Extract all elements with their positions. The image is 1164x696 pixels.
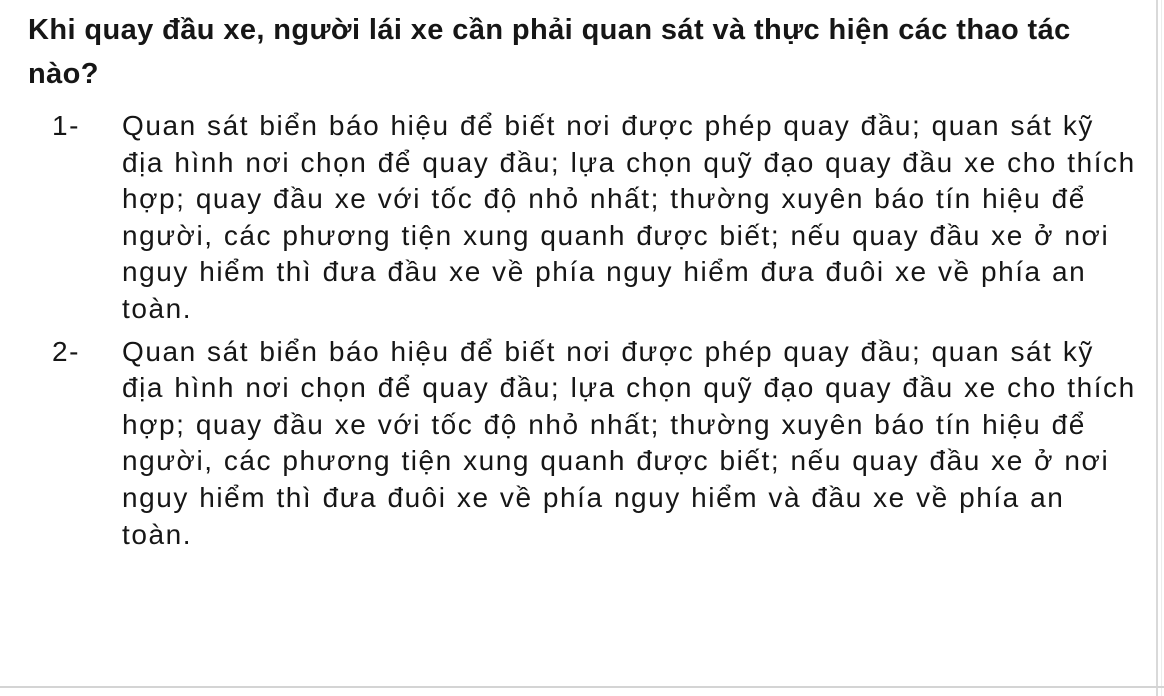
answer-option-2[interactable]: [28, 334, 1140, 554]
question-content: [28, 8, 1140, 553]
answer-text: Quan sát biển báo hiệu để biết nơi được phép quay đầu; quan sát kỹ địa hình nơi chọn để quay đầu; lựa chọn quỹ đạo quay đầu xe cho thích hợp; quay đầu xe với tốc độ nhỏ nhất; thường xuyên báo tín hiệu để người, các phương tiện xung quanh được biết; nếu quay đầu xe ở nơi nguy hiểm thì đưa đuôi xe về phía nguy hiểm và đầu xe về phía an toàn.: [122, 335, 1136, 550]
bottom-border-line: [0, 686, 1164, 688]
answer-text: Quan sát biển báo hiệu để biết nơi được phép quay đầu; quan sát kỹ địa hình nơi chọn để quay đầu; lựa chọn quỹ đạo quay đầu xe cho thích hợp; quay đầu xe với tốc độ nhỏ nhất; thường xuyên báo tín hiệu để người, các phương tiện xung quanh được biết; nếu quay đầu xe ở nơi nguy hiểm thì đưa đầu xe về phía nguy hiểm đưa đuôi xe về phía an toàn.: [122, 110, 1136, 324]
answer-list: [28, 108, 1140, 553]
right-border-line-outer: [1161, 0, 1162, 696]
answer-number: 2-: [52, 335, 80, 367]
answer-option-1[interactable]: [28, 108, 1140, 328]
question-text: Khi quay đầu xe, người lái xe cần phải quan sát và thực hiện các thao tác nào?: [28, 14, 1071, 90]
answer-number: 1-: [52, 110, 80, 141]
right-border-line: [1156, 0, 1158, 696]
